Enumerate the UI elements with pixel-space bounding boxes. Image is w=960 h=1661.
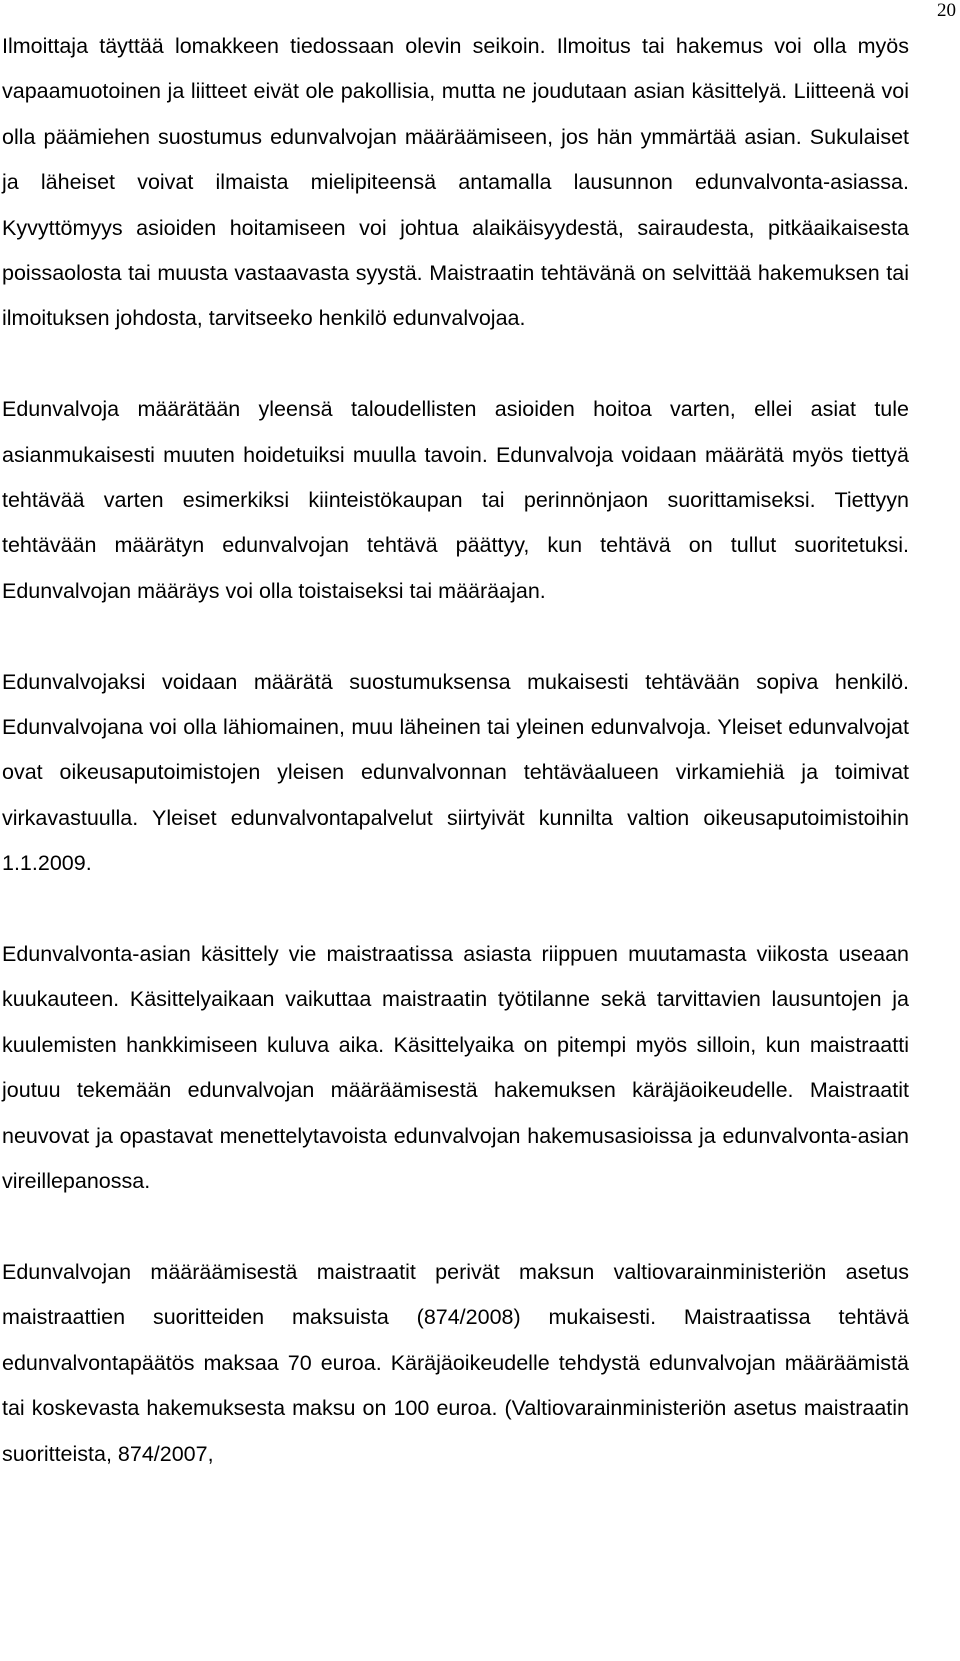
page-number: 20 <box>937 0 956 21</box>
paragraph-filing: Ilmoittaja täyttää lomakkeen tiedossaan olevin seikoin. Ilmoitus tai hakemus voi olla myös vapaamuotoinen ja liitteet eivät ole pakollisia, mutta ne joudutaan asian käsittelyä. Liitteenä voi olla päämiehen suostumus edunvalvojan määräämiseen, jos hän ymmärtää asian. Sukulaiset ja läheiset voivat ilmaista mielipiteensä antamalla lausunnon edunvalvonta-asiassa. Kyvyttömyys asioiden hoitamiseen voi johtua alaikäisyydestä, sairaudesta, pitkäaikaisesta poissaolosta tai muusta vastaavasta syystä. Maistraatin tehtävänä on selvittää hakemuksen tai ilmoituksen johdosta, tarvitseeko henkilö edunvalvojaa. <box>2 34 909 331</box>
document-body <box>2 24 909 1477</box>
paragraph-fees: Edunvalvojan määräämisestä maistraatit perivät maksun valtiovarainministeriön asetus maistraattien suoritteiden maksuista (874/2008) mukaisesti. Maistraatissa tehtävä edunvalvontapäätös maksaa 70 euroa. Käräjäoikeudelle tehdystä edunvalvojan määräämistä tai koskevasta hakemuksesta maksu on 100 euroa. (Valtiovarainministeriön asetus maistraatin suoritteista, 874/2007, <box>2 1259 909 1466</box>
paragraph-guardian-eligibility: Edunvalvojaksi voidaan määrätä suostumuksensa mukaisesti tehtävään sopiva henkilö. Edunvalvojana voi olla lähiomainen, muu läheinen tai yleinen edunvalvoja. Yleiset edunvalvojat ovat oikeusaputoimistojen yleisen edunvalvonnan tehtäväalueen virkamiehiä ja toimivat virkavastuulla. Yleiset edunvalvontapalvelut siirtyivät kunnilta valtion oikeusaputoimistoihin 1.1.2009. <box>2 669 909 876</box>
paragraph-appointment-scope: Edunvalvoja määrätään yleensä taloudellisten asioiden hoitoa varten, ellei asiat tule asianmukaisesti muuten hoidetuiksi muulla tavoin. Edunvalvoja voidaan määrätä myös tiettyä tehtävää varten esimerkiksi kiinteistökaupan tai perinnönjaon suorittamiseksi. Tiettyyn tehtävään määrätyn edunvalvojan tehtävä päättyy, kun tehtävä on tullut suoritetuksi. Edunvalvojan määräys voi olla toistaiseksi tai määräajan. <box>2 397 909 603</box>
paragraph-processing-time: Edunvalvonta-asian käsittely vie maistraatissa asiasta riippuen muutamasta viikosta useaan kuukauteen. Käsittelyaikaan vaikuttaa maistraatin työtilanne sekä tarvittavien lausuntojen ja kuulemisten hankkimiseen kuluva aika. Käsittelyaika on pitempi myös silloin, kun maistraatti joutuu tekemään edunvalvojan määräämisestä hakemuksen käräjäoikeudelle. Maistraatit neuvovat ja opastavat menettelytavoista edunvalvojan hakemusasioissa ja edunvalvonta-asian vireillepanossa. <box>2 942 909 1194</box>
